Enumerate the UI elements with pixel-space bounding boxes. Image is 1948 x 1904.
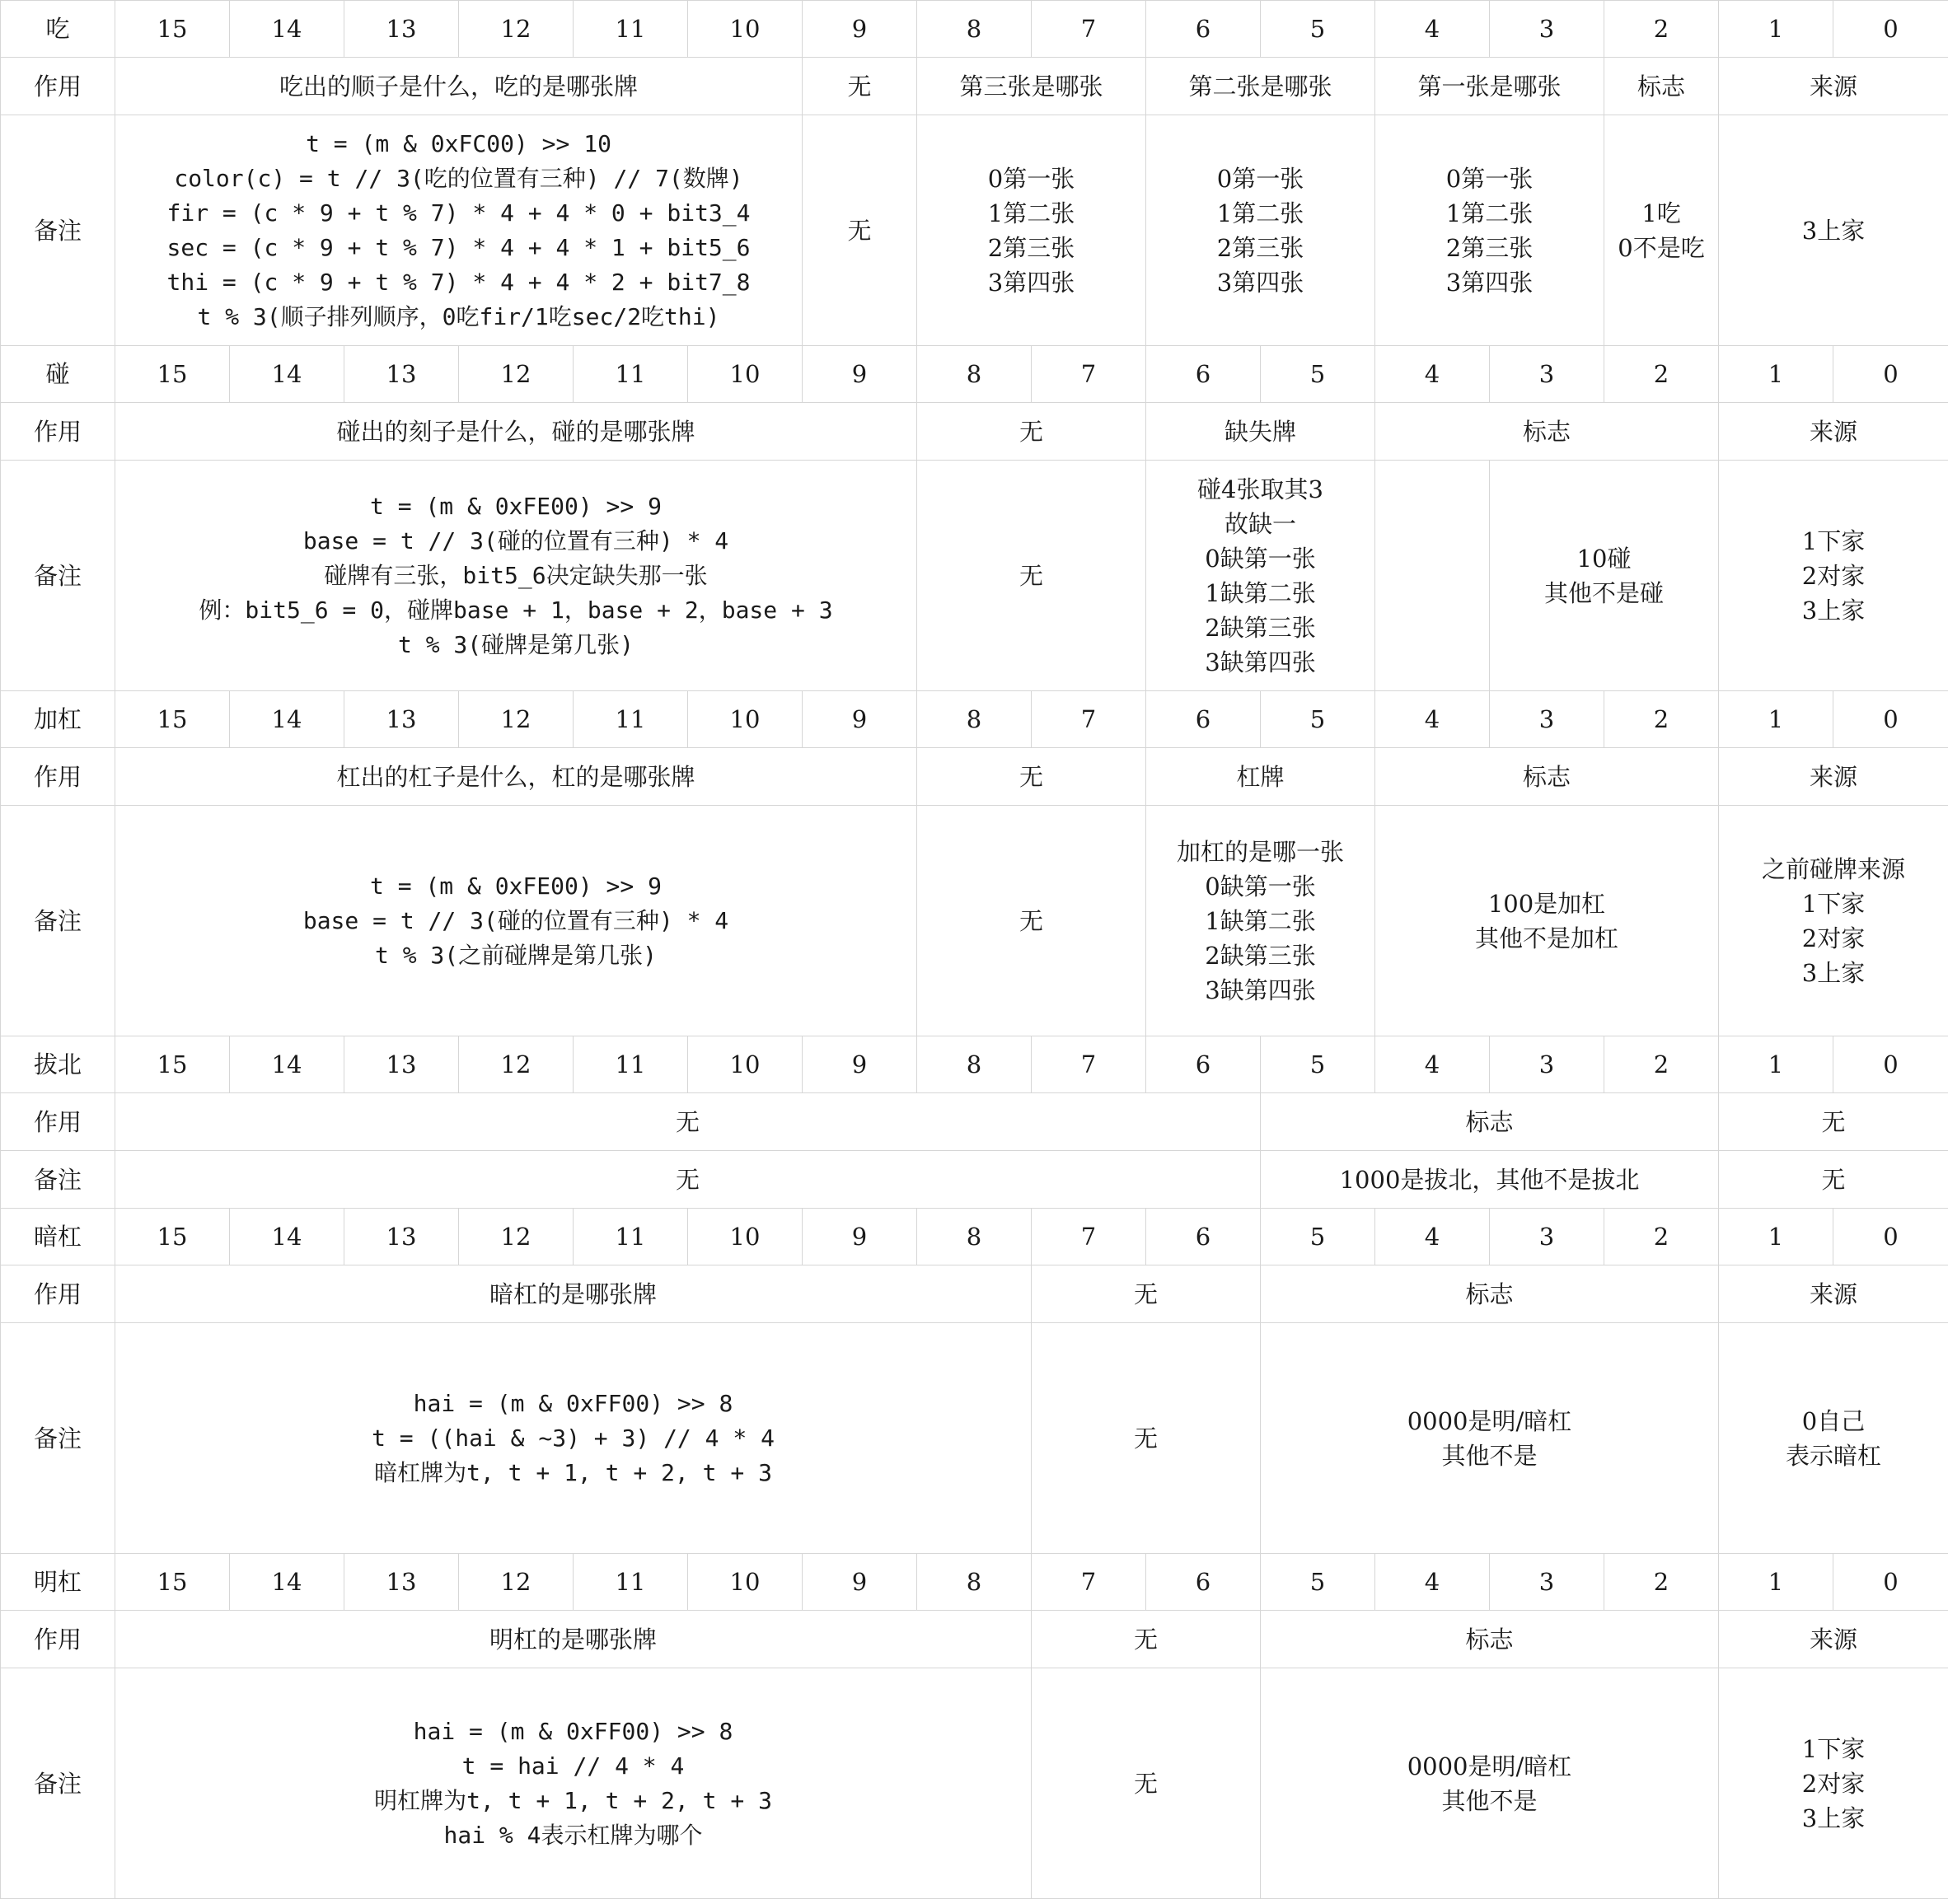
bit-number: 9 — [803, 1036, 917, 1093]
source-field-notes: 3上家 — [1719, 115, 1948, 346]
bit-number: 10 — [688, 1, 803, 58]
bit-number: 15 — [115, 1554, 230, 1611]
bit-number: 0 — [1833, 1, 1948, 58]
row-label: 作用 — [1, 1611, 115, 1668]
purpose-row — [1, 748, 1948, 806]
missing-tile-field-notes: 碰4张取其3 故缺一 0缺第一张 1缺第二张 2缺第三张 3缺第四张 — [1146, 461, 1375, 691]
flag-field-purpose: 标志 — [1261, 1265, 1719, 1323]
source-field-notes: 无 — [1719, 1151, 1948, 1209]
empty-cell — [1375, 461, 1490, 691]
bit-number: 7 — [1032, 1209, 1146, 1265]
bit-number: 2 — [1604, 691, 1719, 748]
section-title: 吃 — [1, 1, 115, 58]
bit-header-row — [1, 1554, 1948, 1611]
unused-field-purpose: 无 — [917, 403, 1146, 461]
row-label: 作用 — [1, 1093, 115, 1151]
bit-number: 11 — [574, 1036, 688, 1093]
bit-number: 10 — [688, 1209, 803, 1265]
bit-header-row — [1, 691, 1948, 748]
third-tile-field-purpose: 第三张是哪张 — [917, 58, 1146, 115]
tile-field-purpose: 明杠的是哪张牌 — [115, 1611, 1032, 1668]
bit-number: 15 — [115, 1209, 230, 1265]
section-title: 暗杠 — [1, 1209, 115, 1265]
tile-field-notes: hai = (m & 0xFF00) >> 8 t = hai // 4 * 4 明杠牌为t, t + 1, t + 2, t + 3 hai % 4表示杠牌为哪个 — [115, 1668, 1032, 1899]
bit-number: 0 — [1833, 1554, 1948, 1611]
unused-field-notes: 无 — [1032, 1668, 1261, 1899]
bit-number: 4 — [1375, 1209, 1490, 1265]
bit-number: 0 — [1833, 346, 1948, 403]
bit-number: 5 — [1261, 1036, 1375, 1093]
bit-number: 11 — [574, 346, 688, 403]
unused-field-notes: 无 — [115, 1151, 1261, 1209]
source-field-notes: 之前碰牌来源 1下家 2对家 3上家 — [1719, 806, 1948, 1036]
bit-number: 6 — [1146, 691, 1261, 748]
bit-number: 9 — [803, 1, 917, 58]
source-field-notes: 0自己 表示暗杠 — [1719, 1323, 1948, 1554]
bit-number: 1 — [1719, 1554, 1833, 1611]
second-tile-field-notes: 0第一张 1第二张 2第三张 3第四张 — [1146, 115, 1375, 346]
unused-field-notes: 无 — [1032, 1323, 1261, 1554]
bit-number: 7 — [1032, 346, 1146, 403]
unused-field-purpose: 无 — [803, 58, 917, 115]
bit-number: 8 — [917, 1, 1032, 58]
flag-field-purpose: 标志 — [1261, 1611, 1719, 1668]
bit-number: 3 — [1490, 1554, 1604, 1611]
bit-header-row — [1, 346, 1948, 403]
bit-number: 12 — [459, 1, 574, 58]
row-label: 备注 — [1, 806, 115, 1036]
bit-number: 5 — [1261, 346, 1375, 403]
bit-number: 2 — [1604, 346, 1719, 403]
source-field-purpose: 无 — [1719, 1093, 1948, 1151]
tile-field-purpose: 暗杠的是哪张牌 — [115, 1265, 1032, 1323]
first-tile-field-notes: 0第一张 1第二张 2第三张 3第四张 — [1375, 115, 1604, 346]
bit-number: 12 — [459, 691, 574, 748]
bit-number: 6 — [1146, 1, 1261, 58]
bit-number: 13 — [344, 346, 459, 403]
bit-number: 13 — [344, 1, 459, 58]
unused-field-purpose: 无 — [917, 748, 1146, 806]
bit-number: 14 — [230, 346, 344, 403]
source-field-purpose: 来源 — [1719, 58, 1948, 115]
bit-number: 3 — [1490, 691, 1604, 748]
bit-number: 4 — [1375, 346, 1490, 403]
third-tile-field-notes: 0第一张 1第二张 2第三张 3第四张 — [917, 115, 1146, 346]
flag-field-notes: 10碰 其他不是碰 — [1490, 461, 1719, 691]
flag-field-notes: 100是加杠 其他不是加杠 — [1375, 806, 1719, 1036]
purpose-row — [1, 1611, 1948, 1668]
section-title: 碰 — [1, 346, 115, 403]
kong-tile-field-notes: 加杠的是哪一张 0缺第一张 1缺第二张 2缺第三张 3缺第四张 — [1146, 806, 1375, 1036]
bit-header-row — [1, 1, 1948, 58]
flag-field-notes: 0000是明/暗杠 其他不是 — [1261, 1323, 1719, 1554]
bit-number: 7 — [1032, 1, 1146, 58]
bit-number: 2 — [1604, 1036, 1719, 1093]
purpose-row — [1, 1265, 1948, 1323]
bit-number: 7 — [1032, 1554, 1146, 1611]
notes-row — [1, 1151, 1948, 1209]
missing-tile-field-purpose: 缺失牌 — [1146, 403, 1375, 461]
bit-number: 13 — [344, 691, 459, 748]
bit-number: 1 — [1719, 691, 1833, 748]
row-label: 作用 — [1, 58, 115, 115]
bit-number: 11 — [574, 1554, 688, 1611]
bit-number: 0 — [1833, 1209, 1948, 1265]
row-label: 备注 — [1, 115, 115, 346]
tile-field-purpose: 杠出的杠子是什么，杠的是哪张牌 — [115, 748, 917, 806]
bit-number: 5 — [1261, 691, 1375, 748]
bit-number: 7 — [1032, 1036, 1146, 1093]
source-field-purpose: 来源 — [1719, 1265, 1948, 1323]
bit-number: 3 — [1490, 1209, 1604, 1265]
bit-number: 4 — [1375, 691, 1490, 748]
unused-field-purpose: 无 — [1032, 1265, 1261, 1323]
bit-header-row — [1, 1036, 1948, 1093]
notes-row — [1, 115, 1948, 346]
row-label: 备注 — [1, 1151, 115, 1209]
bit-number: 10 — [688, 1554, 803, 1611]
bit-number: 12 — [459, 1036, 574, 1093]
flag-field-notes: 0000是明/暗杠 其他不是 — [1261, 1668, 1719, 1899]
notes-row — [1, 461, 1948, 691]
bit-number: 9 — [803, 346, 917, 403]
bit-number: 8 — [917, 1554, 1032, 1611]
tile-field-purpose: 吃出的顺子是什么，吃的是哪张牌 — [115, 58, 803, 115]
purpose-row — [1, 403, 1948, 461]
bit-number: 9 — [803, 1554, 917, 1611]
notes-row — [1, 1668, 1948, 1899]
unused-field-purpose: 无 — [115, 1093, 1261, 1151]
bit-number: 12 — [459, 1209, 574, 1265]
row-label: 备注 — [1, 461, 115, 691]
row-label: 备注 — [1, 1323, 115, 1554]
flag-field-purpose: 标志 — [1375, 403, 1719, 461]
bit-number: 6 — [1146, 1036, 1261, 1093]
notes-row — [1, 1323, 1948, 1554]
bit-number: 5 — [1261, 1554, 1375, 1611]
tile-field-notes: t = (m & 0xFE00) >> 9 base = t // 3(碰的位置有三种) * 4 碰牌有三张，bit5_6决定缺失那一张 例：bit5_6 = 0，碰牌base + 1，base + 2，base + 3 t % 3(碰牌是第几张) — [115, 461, 917, 691]
bit-number: 8 — [917, 346, 1032, 403]
bit-number: 6 — [1146, 346, 1261, 403]
bit-number: 3 — [1490, 346, 1604, 403]
bit-number: 3 — [1490, 1, 1604, 58]
bit-number: 8 — [917, 691, 1032, 748]
row-label: 作用 — [1, 403, 115, 461]
bit-number: 7 — [1032, 691, 1146, 748]
notes-row — [1, 806, 1948, 1036]
bit-number: 8 — [917, 1036, 1032, 1093]
bit-number: 6 — [1146, 1209, 1261, 1265]
bit-number: 5 — [1261, 1209, 1375, 1265]
bit-number: 10 — [688, 346, 803, 403]
unused-field-purpose: 无 — [1032, 1611, 1261, 1668]
bit-number: 9 — [803, 1209, 917, 1265]
unused-field-notes: 无 — [803, 115, 917, 346]
bit-number: 14 — [230, 1, 344, 58]
flag-field-notes: 1吃 0不是吃 — [1604, 115, 1719, 346]
bit-number: 1 — [1719, 1209, 1833, 1265]
bit-number: 14 — [230, 1209, 344, 1265]
bit-number: 0 — [1833, 691, 1948, 748]
bit-number: 15 — [115, 691, 230, 748]
bit-number: 9 — [803, 691, 917, 748]
bit-number: 11 — [574, 691, 688, 748]
bit-number: 4 — [1375, 1036, 1490, 1093]
bit-number: 1 — [1719, 1036, 1833, 1093]
tile-field-notes: t = (m & 0xFC00) >> 10 color(c) = t // 3(吃的位置有三种) // 7(数牌) fir = (c * 9 + t % 7) * 4 + 4 * 0 + bit3_4 sec = (c * 9 + t % 7) * 4 + 4 * 1 + bit5_6 thi = (c * 9 + t % 7) * 4 + 4 * 2 + bit7_8 t % 3(顺子排列顺序，0吃fir/1吃sec/2吃thi) — [115, 115, 803, 346]
bit-number: 3 — [1490, 1036, 1604, 1093]
source-field-notes: 1下家 2对家 3上家 — [1719, 461, 1948, 691]
bit-number: 4 — [1375, 1, 1490, 58]
bit-number: 11 — [574, 1209, 688, 1265]
unused-field-notes: 无 — [917, 461, 1146, 691]
tile-field-notes: hai = (m & 0xFF00) >> 8 t = ((hai & ~3) + 3) // 4 * 4 暗杠牌为t, t + 1, t + 2, t + 3 — [115, 1323, 1032, 1554]
second-tile-field-purpose: 第二张是哪张 — [1146, 58, 1375, 115]
bit-number: 5 — [1261, 1, 1375, 58]
bit-number: 4 — [1375, 1554, 1490, 1611]
bit-number: 10 — [688, 691, 803, 748]
bit-number: 12 — [459, 346, 574, 403]
source-field-purpose: 来源 — [1719, 1611, 1948, 1668]
unused-field-notes: 无 — [917, 806, 1146, 1036]
bit-number: 12 — [459, 1554, 574, 1611]
tile-field-purpose: 碰出的刻子是什么，碰的是哪张牌 — [115, 403, 917, 461]
flag-field-purpose: 标志 — [1261, 1093, 1719, 1151]
bit-number: 1 — [1719, 346, 1833, 403]
flag-field-notes: 1000是拔北，其他不是拔北 — [1261, 1151, 1719, 1209]
bit-number: 6 — [1146, 1554, 1261, 1611]
bit-number: 2 — [1604, 1209, 1719, 1265]
row-label: 作用 — [1, 748, 115, 806]
bit-number: 15 — [115, 1, 230, 58]
bit-number: 13 — [344, 1209, 459, 1265]
bit-number: 1 — [1719, 1, 1833, 58]
bit-number: 11 — [574, 1, 688, 58]
bit-number: 10 — [688, 1036, 803, 1093]
bit-number: 14 — [230, 1036, 344, 1093]
row-label: 作用 — [1, 1265, 115, 1323]
source-field-purpose: 来源 — [1719, 748, 1948, 806]
section-title: 加杠 — [1, 691, 115, 748]
bit-number: 14 — [230, 1554, 344, 1611]
bit-number: 0 — [1833, 1036, 1948, 1093]
source-field-purpose: 来源 — [1719, 403, 1948, 461]
first-tile-field-purpose: 第一张是哪张 — [1375, 58, 1604, 115]
bit-number: 13 — [344, 1036, 459, 1093]
source-field-notes: 1下家 2对家 3上家 — [1719, 1668, 1948, 1899]
bit-number: 14 — [230, 691, 344, 748]
flag-field-purpose: 标志 — [1375, 748, 1719, 806]
bit-header-row — [1, 1209, 1948, 1265]
bit-number: 2 — [1604, 1, 1719, 58]
purpose-row — [1, 1093, 1948, 1151]
bit-number: 8 — [917, 1209, 1032, 1265]
bit-number: 2 — [1604, 1554, 1719, 1611]
purpose-row — [1, 58, 1948, 115]
tile-field-notes: t = (m & 0xFE00) >> 9 base = t // 3(碰的位置有三种) * 4 t % 3(之前碰牌是第几张) — [115, 806, 917, 1036]
section-title: 明杠 — [1, 1554, 115, 1611]
bit-number: 13 — [344, 1554, 459, 1611]
bit-number: 15 — [115, 346, 230, 403]
row-label: 备注 — [1, 1668, 115, 1899]
flag-field-purpose: 标志 — [1604, 58, 1719, 115]
bit-number: 15 — [115, 1036, 230, 1093]
kong-tile-field-purpose: 杠牌 — [1146, 748, 1375, 806]
section-title: 拔北 — [1, 1036, 115, 1093]
